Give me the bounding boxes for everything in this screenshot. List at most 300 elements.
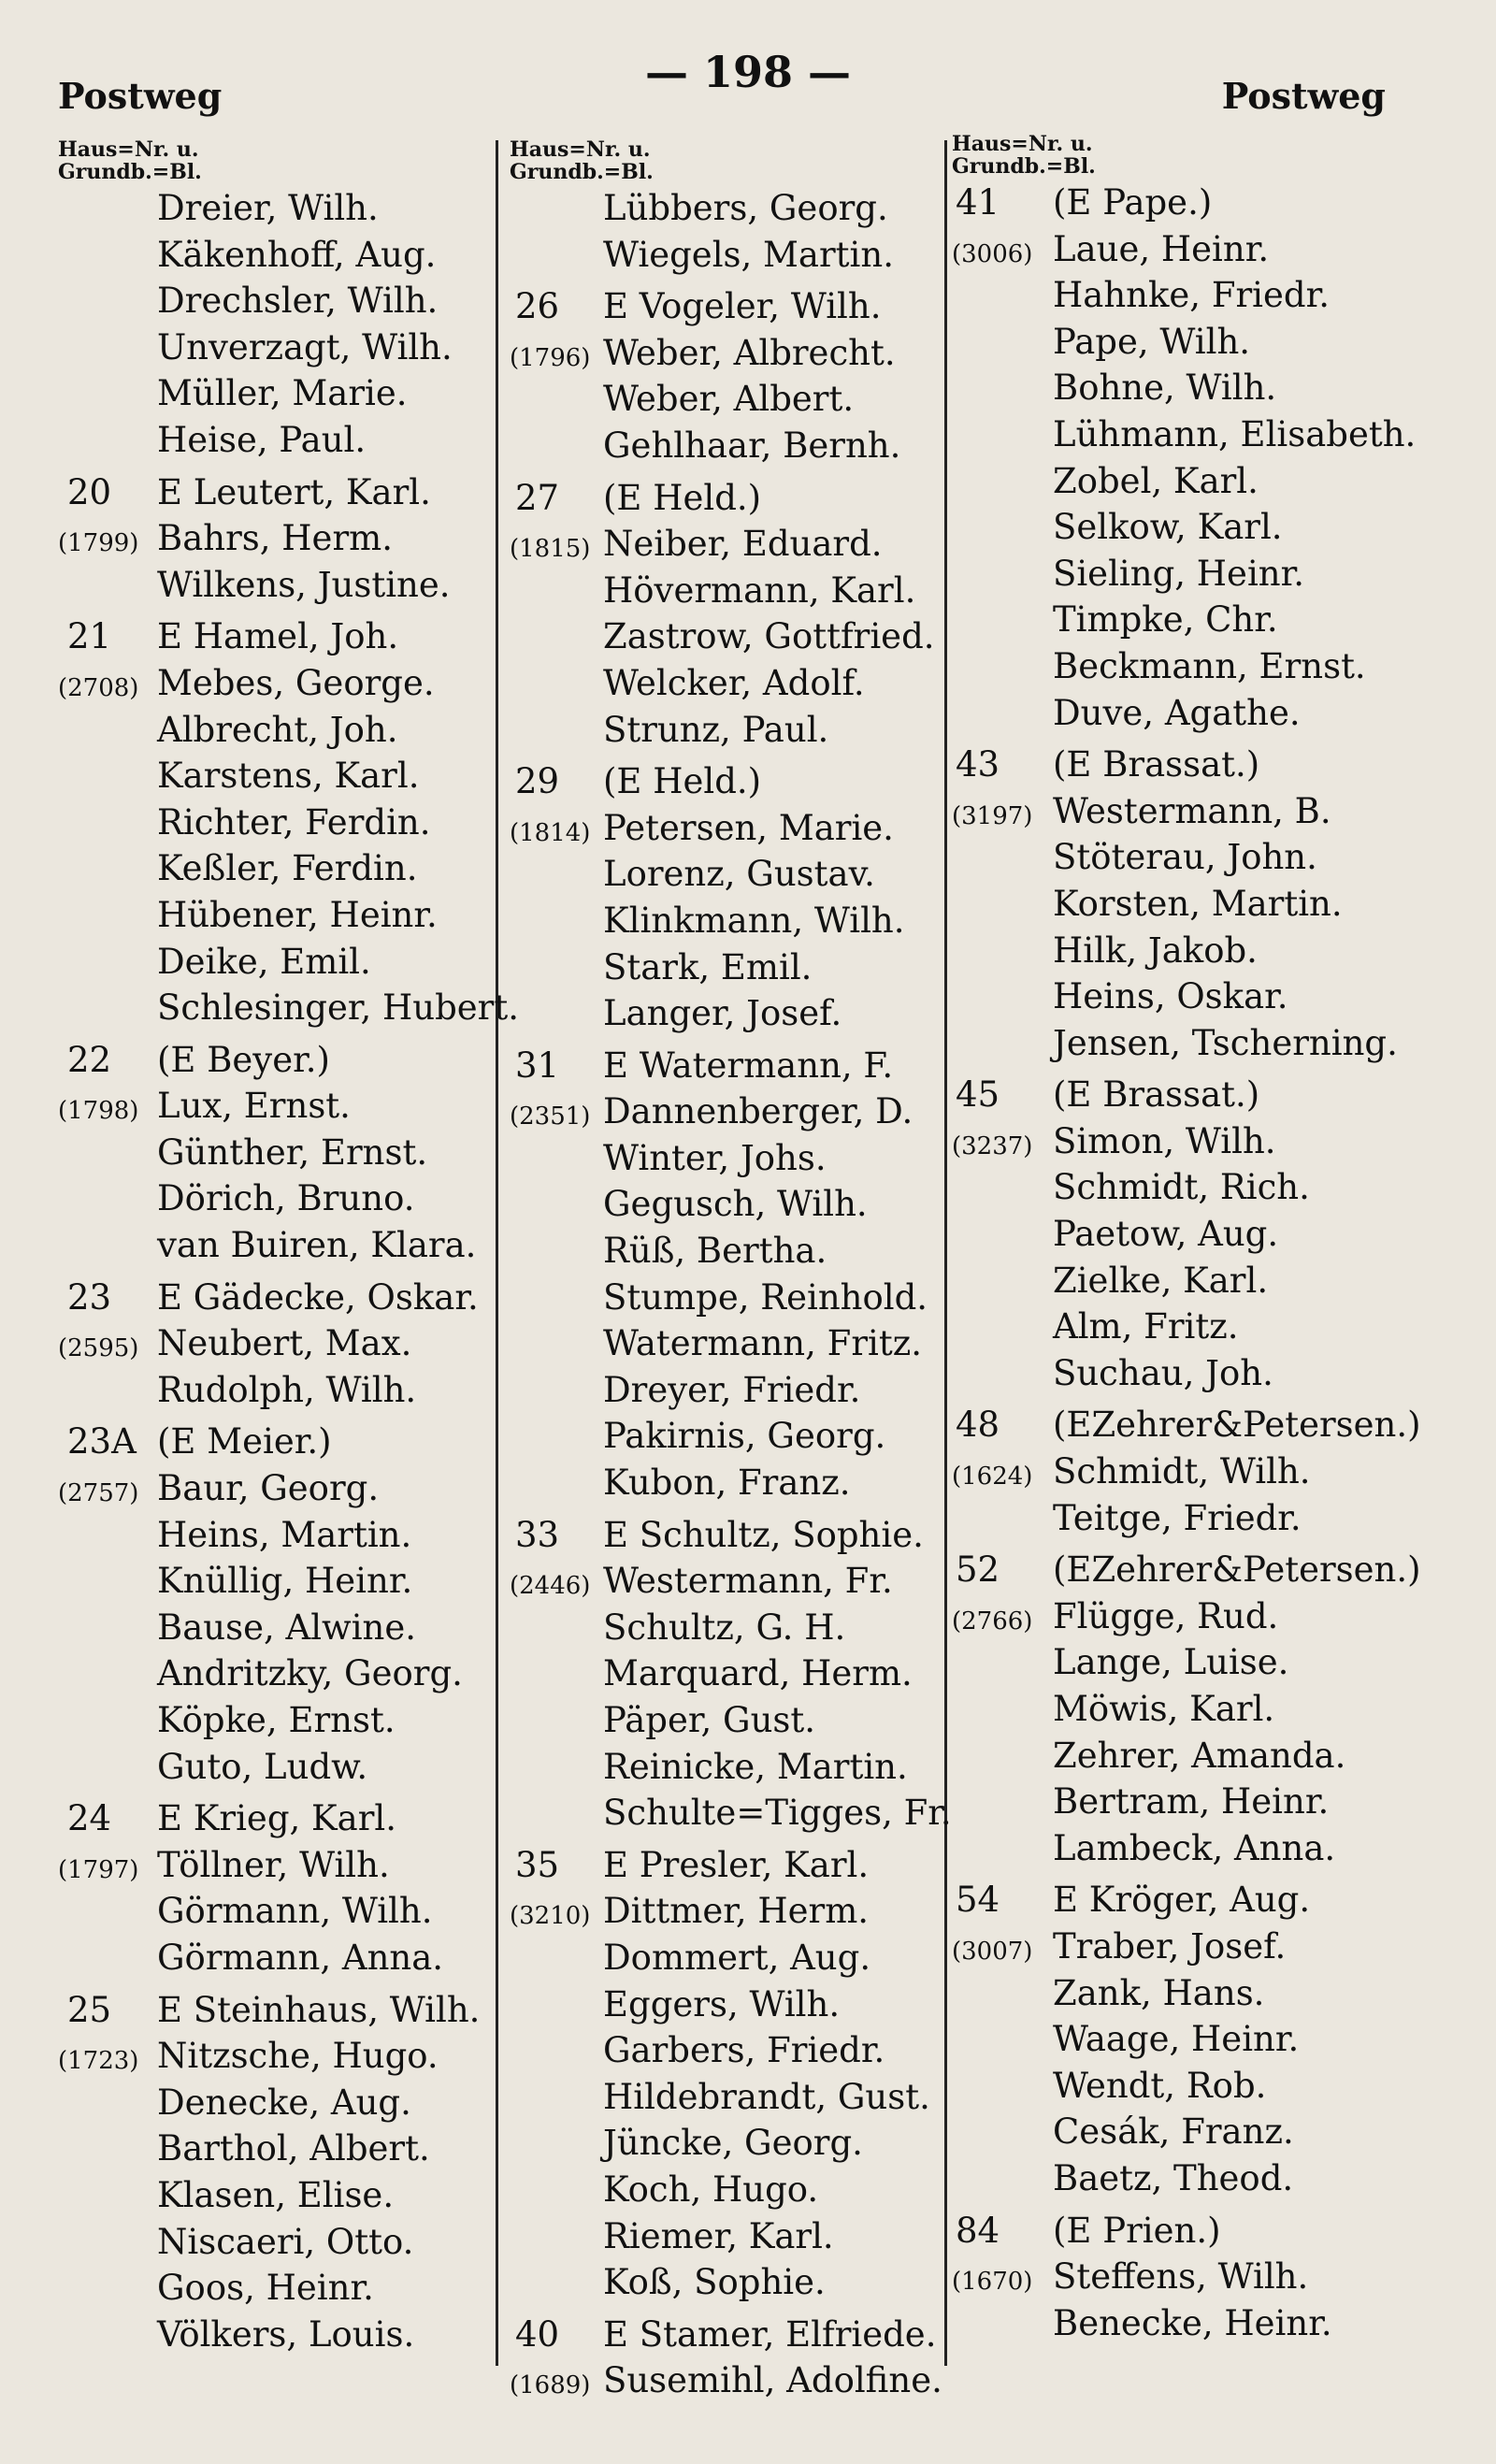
resident-name: Mebes, George. <box>157 662 435 703</box>
resident-name: Dannenberger, D. <box>603 1091 913 1132</box>
land-register-number: (1799) <box>58 529 139 558</box>
resident-row <box>952 1304 1419 1350</box>
resident-row <box>58 562 507 609</box>
resident-row <box>510 898 958 944</box>
house-number: 54 <box>956 1880 1000 1921</box>
resident-name: Riemer, Karl. <box>603 2215 834 2256</box>
resident-row <box>952 1258 1419 1304</box>
resident-name: Watermann, Fritz. <box>603 1323 922 1364</box>
house-entry-row <box>510 2312 958 2358</box>
resident-name: Baur, Georg. <box>157 1468 380 1509</box>
house-number: 23 <box>67 1276 112 1318</box>
resident-row <box>510 1981 958 2028</box>
resident-name: Welcker, Adolf. <box>603 662 865 703</box>
resident-row <box>952 1495 1419 1542</box>
resident-name: Reinicke, Martin. <box>603 1746 908 1787</box>
resident-name: Pape, Wilh. <box>1053 321 1251 362</box>
resident-name: Cesák, Franz. <box>1053 2111 1294 2153</box>
house-number: 26 <box>515 286 560 327</box>
resident-row <box>510 185 958 232</box>
resident-name: Kubon, Franz. <box>603 1463 851 1504</box>
land-register-number: (2351) <box>510 1102 591 1131</box>
land-register-number: (1624) <box>952 1463 1033 1491</box>
resident-name: Zehrer, Amanda. <box>1053 1735 1346 1776</box>
resident-name: Klasen, Elise. <box>157 2174 395 2215</box>
resident-row <box>58 232 507 279</box>
resident-row <box>952 1118 1419 1165</box>
resident-name: Andritzky, Georg. <box>157 1653 463 1694</box>
owner-name: (E Held.) <box>603 761 762 802</box>
resident-row <box>510 232 958 279</box>
resident-row <box>952 1639 1419 1686</box>
column-heading-line1: Haus=Nr. u. <box>58 137 199 162</box>
resident-name: Töllner, Wilh. <box>157 1844 390 1885</box>
resident-name: Pakirnis, Georg. <box>603 1416 886 1457</box>
house-number: 35 <box>515 1844 560 1885</box>
resident-name: Marquard, Herm. <box>603 1653 913 1694</box>
resident-name: Päper, Gust. <box>603 1700 816 1740</box>
resident-row <box>58 1175 507 1222</box>
resident-name: Richter, Ferdin. <box>157 801 431 843</box>
owner-name: (E Held.) <box>603 477 762 518</box>
resident-row <box>952 458 1419 505</box>
resident-name: Klinkmann, Wilh. <box>603 900 905 941</box>
resident-row <box>952 643 1419 690</box>
resident-name: Petersen, Marie. <box>603 807 894 848</box>
house-entry-row <box>58 469 507 516</box>
header-left-title: Postweg <box>58 75 223 117</box>
resident-name: Goos, Heinr. <box>157 2268 374 2309</box>
column-heading-line1: Haus=Nr. u. <box>510 137 651 162</box>
resident-name: Waage, Heinr. <box>1053 2019 1300 2060</box>
column-heading <box>510 138 958 183</box>
resident-row <box>510 2259 958 2306</box>
resident-name: Zastrow, Gottfried. <box>603 616 935 657</box>
house-entry-row <box>58 1419 507 1465</box>
resident-name: Sieling, Heinr. <box>1053 553 1304 594</box>
resident-name: Zobel, Karl. <box>1053 460 1259 501</box>
column-2 <box>510 138 958 2427</box>
resident-row <box>58 1222 507 1269</box>
resident-row <box>58 660 507 707</box>
resident-name: Lühmann, Elisabeth. <box>1053 413 1417 454</box>
resident-row <box>510 1275 958 1321</box>
owner-name: (E Meier.) <box>157 1421 332 1463</box>
resident-row <box>58 1605 507 1651</box>
resident-row <box>952 788 1419 835</box>
resident-row <box>952 2016 1419 2063</box>
resident-row <box>58 2219 507 2266</box>
column-heading-line2: Grundb.=Bl. <box>510 160 654 184</box>
resident-row <box>952 2109 1419 2155</box>
column-3 <box>952 133 1419 2427</box>
resident-name: Dittmer, Herm. <box>603 1891 870 1932</box>
resident-row <box>952 2254 1419 2300</box>
resident-row <box>952 1686 1419 1733</box>
house-number: 23A <box>67 1421 137 1463</box>
resident-name: Teitge, Friedr. <box>1053 1497 1302 1538</box>
house-number: 27 <box>515 477 560 518</box>
resident-row <box>58 278 507 324</box>
resident-row <box>952 1164 1419 1211</box>
house-entry-row <box>510 283 958 330</box>
resident-row <box>510 1888 958 1935</box>
resident-name: Schlesinger, Hubert. <box>157 987 520 1029</box>
resident-name: Neiber, Eduard. <box>603 524 883 565</box>
column-heading <box>58 138 507 183</box>
resident-row <box>952 504 1419 551</box>
resident-name: Knüllig, Heinr. <box>157 1561 413 1602</box>
house-number: 24 <box>67 1798 112 1839</box>
resident-name: Günther, Ernst. <box>157 1131 428 1173</box>
house-number: 45 <box>956 1074 1000 1116</box>
resident-name: Westermann, B. <box>1053 790 1331 831</box>
resident-name: Winter, Johs. <box>603 1137 827 1178</box>
section-gap <box>58 2357 507 2363</box>
resident-row <box>510 2120 958 2167</box>
resident-row <box>510 805 958 852</box>
owner-name: (E Prien.) <box>1053 2210 1221 2251</box>
resident-row <box>952 1593 1419 1640</box>
land-register-number: (1796) <box>510 343 591 372</box>
owner-name: (E Beyer.) <box>157 1039 330 1080</box>
resident-name: Susemihl, Adolfine. <box>603 2360 942 2401</box>
house-entry-row <box>58 1275 507 1321</box>
owner-name: E Krieg, Karl. <box>157 1798 397 1839</box>
resident-row <box>58 2312 507 2358</box>
land-register-number: (2766) <box>952 1607 1033 1635</box>
resident-name: Köpke, Ernst. <box>157 1700 396 1740</box>
resident-row <box>58 417 507 464</box>
land-register-number: (1689) <box>510 2371 591 2400</box>
resident-name: Selkow, Karl. <box>1053 507 1283 548</box>
resident-row <box>510 707 958 754</box>
house-number: 20 <box>67 471 112 512</box>
resident-row <box>58 1744 507 1791</box>
resident-name: Guto, Ludw. <box>157 1746 368 1787</box>
resident-row <box>58 324 507 371</box>
resident-name: Duve, Agathe. <box>1053 692 1301 733</box>
resident-row <box>510 1228 958 1275</box>
resident-name: Stumpe, Reinhold. <box>603 1276 928 1318</box>
house-number: 52 <box>956 1549 1000 1591</box>
resident-name: Zank, Hans. <box>1053 1972 1265 2013</box>
resident-row <box>510 1367 958 1414</box>
resident-row <box>510 330 958 377</box>
resident-row <box>58 1888 507 1935</box>
resident-row <box>510 2213 958 2260</box>
resident-name: Heins, Martin. <box>157 1514 412 1555</box>
owner-name: E Presler, Karl. <box>603 1844 870 1885</box>
resident-row <box>510 613 958 660</box>
header-right-title: Postweg <box>1221 75 1386 117</box>
resident-row <box>510 660 958 707</box>
resident-name: Bause, Alwine. <box>157 1607 417 1648</box>
resident-name: Lorenz, Gustav. <box>603 854 875 895</box>
resident-row <box>58 1367 507 1414</box>
resident-name: Flügge, Rud. <box>1053 1595 1279 1636</box>
land-register-number: (1798) <box>58 1097 139 1126</box>
resident-name: Görmann, Anna. <box>157 1937 444 1978</box>
resident-row <box>510 1697 958 1744</box>
resident-name: Benecke, Heinr. <box>1053 2302 1332 2343</box>
resident-name: Dreyer, Friedr. <box>603 1369 861 1410</box>
resident-name: Bertram, Heinr. <box>1053 1781 1330 1823</box>
land-register-number: (2757) <box>58 1479 139 1508</box>
resident-row <box>952 411 1419 458</box>
house-entry-row <box>58 1987 507 2034</box>
resident-name: Lange, Luise. <box>1053 1642 1289 1683</box>
resident-name: Koch, Hugo. <box>603 2169 819 2210</box>
resident-row <box>952 551 1419 598</box>
resident-row <box>58 2080 507 2126</box>
house-entry-row <box>952 1547 1419 1593</box>
resident-name: Dreier, Wilh. <box>157 188 379 228</box>
column-heading-line2: Grundb.=Bl. <box>58 160 202 184</box>
resident-name: Weber, Albert. <box>603 379 855 420</box>
resident-name: Denecke, Aug. <box>157 2082 411 2123</box>
resident-name: Müller, Marie. <box>157 373 408 414</box>
resident-name: Suchau, Joh. <box>1053 1352 1273 1393</box>
resident-name: Timpke, Chr. <box>1053 599 1278 641</box>
owner-name: E Stamer, Elfriede. <box>603 2313 937 2355</box>
resident-row <box>510 2357 958 2404</box>
resident-name: Albrecht, Joh. <box>157 709 398 750</box>
house-number: 33 <box>515 1514 560 1555</box>
resident-name: Hildebrandt, Gust. <box>603 2076 930 2117</box>
resident-row <box>510 1790 958 1837</box>
resident-name: Drechsler, Wilh. <box>157 281 439 322</box>
resident-name: Schultz, G. H. <box>603 1607 846 1648</box>
resident-name: Heins, Oskar. <box>1053 976 1288 1017</box>
column-1 <box>58 137 520 2427</box>
resident-name: Keßler, Ferdin. <box>157 848 418 889</box>
resident-row <box>58 1650 507 1697</box>
section-gap <box>952 2346 1419 2352</box>
resident-row <box>510 990 958 1037</box>
column-heading-line2: Grundb.=Bl. <box>952 154 1096 179</box>
resident-name: Jensen, Tscherning. <box>1053 1022 1398 1063</box>
resident-name: Wendt, Rob. <box>1053 2065 1267 2106</box>
resident-name: Neubert, Max. <box>157 1323 412 1364</box>
resident-name: Baetz, Theod. <box>1053 2157 1294 2198</box>
resident-name: Hövermann, Karl. <box>603 569 916 611</box>
house-entry-row <box>510 1842 958 1889</box>
resident-row <box>510 1320 958 1367</box>
resident-name: Schmidt, Wilh. <box>1053 1451 1311 1492</box>
resident-row <box>952 973 1419 1020</box>
resident-name: Niscaeri, Otto. <box>157 2221 414 2262</box>
resident-row <box>952 2155 1419 2202</box>
resident-row <box>510 2074 958 2121</box>
house-entry-row <box>58 613 507 660</box>
resident-name: Völkers, Louis. <box>157 2313 415 2355</box>
resident-row <box>952 2063 1419 2110</box>
house-entry-row <box>952 1402 1419 1448</box>
resident-name: Zielke, Karl. <box>1053 1260 1269 1301</box>
resident-row <box>58 707 507 754</box>
resident-name: Korsten, Martin. <box>1053 883 1343 924</box>
resident-row <box>952 2300 1419 2347</box>
resident-row <box>510 376 958 423</box>
resident-name: Steffens, Wilh. <box>1053 2256 1309 2298</box>
resident-name: Stark, Emil. <box>603 946 813 987</box>
owner-name: E Leutert, Karl. <box>157 471 431 512</box>
land-register-number: (3007) <box>952 1937 1033 1966</box>
resident-name: Beckmann, Ernst. <box>1053 645 1366 686</box>
resident-row <box>952 1448 1419 1495</box>
resident-row <box>58 370 507 417</box>
resident-row <box>58 2033 507 2080</box>
resident-row <box>952 928 1419 974</box>
resident-row <box>510 1605 958 1651</box>
house-entry-row <box>510 1512 958 1559</box>
resident-name: Lübbers, Georg. <box>603 188 888 228</box>
house-entry-row <box>952 742 1419 788</box>
resident-row <box>58 939 507 986</box>
resident-name: Langer, Josef. <box>603 993 842 1034</box>
resident-row <box>510 2167 958 2213</box>
house-entry-row <box>58 1795 507 1842</box>
resident-row <box>58 1697 507 1744</box>
resident-row <box>510 1744 958 1791</box>
house-number: 40 <box>515 2313 560 2355</box>
resident-row <box>510 568 958 614</box>
resident-name: Jüncke, Georg. <box>603 2123 863 2164</box>
land-register-number: (1815) <box>510 535 591 564</box>
resident-row <box>952 881 1419 928</box>
owner-name: (E Brassat.) <box>1053 744 1260 785</box>
land-register-number: (1670) <box>952 2268 1033 2297</box>
resident-name: Hübener, Heinr. <box>157 894 438 935</box>
resident-row <box>952 690 1419 737</box>
house-number: 43 <box>956 744 1000 785</box>
resident-name: van Buiren, Klara. <box>157 1225 477 1266</box>
house-entry-row <box>952 180 1419 226</box>
resident-row <box>58 1083 507 1130</box>
resident-name: Stöterau, John. <box>1053 837 1317 878</box>
resident-row <box>58 753 507 800</box>
resident-row <box>510 1650 958 1697</box>
resident-name: Bahrs, Herm. <box>157 518 393 559</box>
resident-row <box>510 423 958 469</box>
resident-name: Barthol, Albert. <box>157 2128 430 2169</box>
resident-row <box>58 800 507 846</box>
resident-row <box>510 1935 958 1981</box>
land-register-number: (3210) <box>510 1902 591 1931</box>
resident-name: Weber, Albrecht. <box>603 332 896 373</box>
land-register-number: (2446) <box>510 1572 591 1601</box>
land-register-number: (3197) <box>952 801 1033 830</box>
resident-row <box>510 521 958 568</box>
resident-name: Wilkens, Justine. <box>157 564 451 605</box>
resident-name: Hahnke, Friedr. <box>1053 275 1330 316</box>
resident-name: Westermann, Fr. <box>603 1561 893 1602</box>
owner-name: E Gädecke, Oskar. <box>157 1276 479 1318</box>
resident-row <box>58 1465 507 1512</box>
resident-name: Traber, Josef. <box>1053 1925 1287 1967</box>
resident-row <box>58 515 507 562</box>
resident-name: Simon, Wilh. <box>1053 1120 1276 1161</box>
owner-name: E Hamel, Joh. <box>157 616 399 657</box>
resident-name: Lux, Ernst. <box>157 1086 351 1127</box>
resident-row <box>58 1558 507 1605</box>
land-register-number: (1797) <box>58 1855 139 1884</box>
resident-row <box>58 1130 507 1176</box>
house-number: 25 <box>67 1989 112 2030</box>
owner-name: E Vogeler, Wilh. <box>603 286 882 327</box>
house-number: 22 <box>67 1039 112 1080</box>
resident-row <box>58 985 520 1031</box>
resident-row <box>952 1924 1419 1970</box>
owner-name: E Steinhaus, Wilh. <box>157 1989 481 2030</box>
resident-name: Heise, Paul. <box>157 419 367 460</box>
resident-row <box>58 185 507 232</box>
house-number: 29 <box>515 761 560 802</box>
resident-row <box>952 272 1419 319</box>
resident-row <box>952 226 1419 273</box>
resident-name: Dommert, Aug. <box>603 1937 871 1978</box>
owner-name: (E Brassat.) <box>1053 1074 1260 1116</box>
resident-row <box>510 1558 958 1605</box>
resident-row <box>952 319 1419 366</box>
resident-row <box>952 1779 1419 1825</box>
house-number: 31 <box>515 1045 560 1086</box>
land-register-number: (3006) <box>952 239 1033 268</box>
resident-row <box>58 1512 507 1559</box>
land-register-number: (2595) <box>58 1334 139 1363</box>
resident-row <box>58 892 507 939</box>
resident-row <box>952 1211 1419 1258</box>
house-number: 21 <box>67 616 112 657</box>
resident-name: Schmidt, Rich. <box>1053 1167 1310 1208</box>
resident-row <box>952 1020 1419 1067</box>
resident-name: Hilk, Jakob. <box>1053 929 1258 971</box>
column-heading <box>952 133 1419 178</box>
resident-row <box>58 2172 507 2219</box>
resident-name: Eggers, Wilh. <box>603 1983 841 2025</box>
resident-name: Alm, Fritz. <box>1053 1306 1239 1347</box>
house-entry-row <box>510 475 958 522</box>
owner-name: (E Pape.) <box>1053 182 1213 223</box>
resident-row <box>510 1135 958 1182</box>
resident-row <box>952 1825 1419 1872</box>
resident-row <box>510 1460 958 1506</box>
resident-name: Bohne, Wilh. <box>1053 367 1277 409</box>
house-entry-row <box>510 758 958 805</box>
owner-name: E Schultz, Sophie. <box>603 1514 924 1555</box>
house-entry-row <box>952 2208 1419 2255</box>
house-number: 48 <box>956 1405 1000 1446</box>
resident-name: Paetow, Aug. <box>1053 1214 1279 1255</box>
resident-name: Koß, Sophie. <box>603 2262 826 2303</box>
resident-row <box>952 1970 1419 2017</box>
resident-row <box>510 944 958 991</box>
owner-name: E Watermann, F. <box>603 1045 894 1086</box>
resident-row <box>58 1320 507 1367</box>
house-entry-row <box>510 1043 958 1089</box>
column-heading-line1: Haus=Nr. u. <box>952 132 1093 156</box>
land-register-number: (1814) <box>510 818 591 847</box>
resident-name: Garbers, Friedr. <box>603 2030 885 2071</box>
resident-row <box>58 1842 507 1889</box>
resident-row <box>952 1350 1419 1397</box>
resident-name: Lambeck, Anna. <box>1053 1827 1336 1868</box>
resident-name: Dörich, Bruno. <box>157 1178 415 1219</box>
resident-name: Nitzsche, Hugo. <box>157 2036 439 2077</box>
resident-name: Schulte=Tigges, Fr. <box>603 1793 952 1834</box>
resident-name: Rüß, Bertha. <box>603 1231 827 1272</box>
